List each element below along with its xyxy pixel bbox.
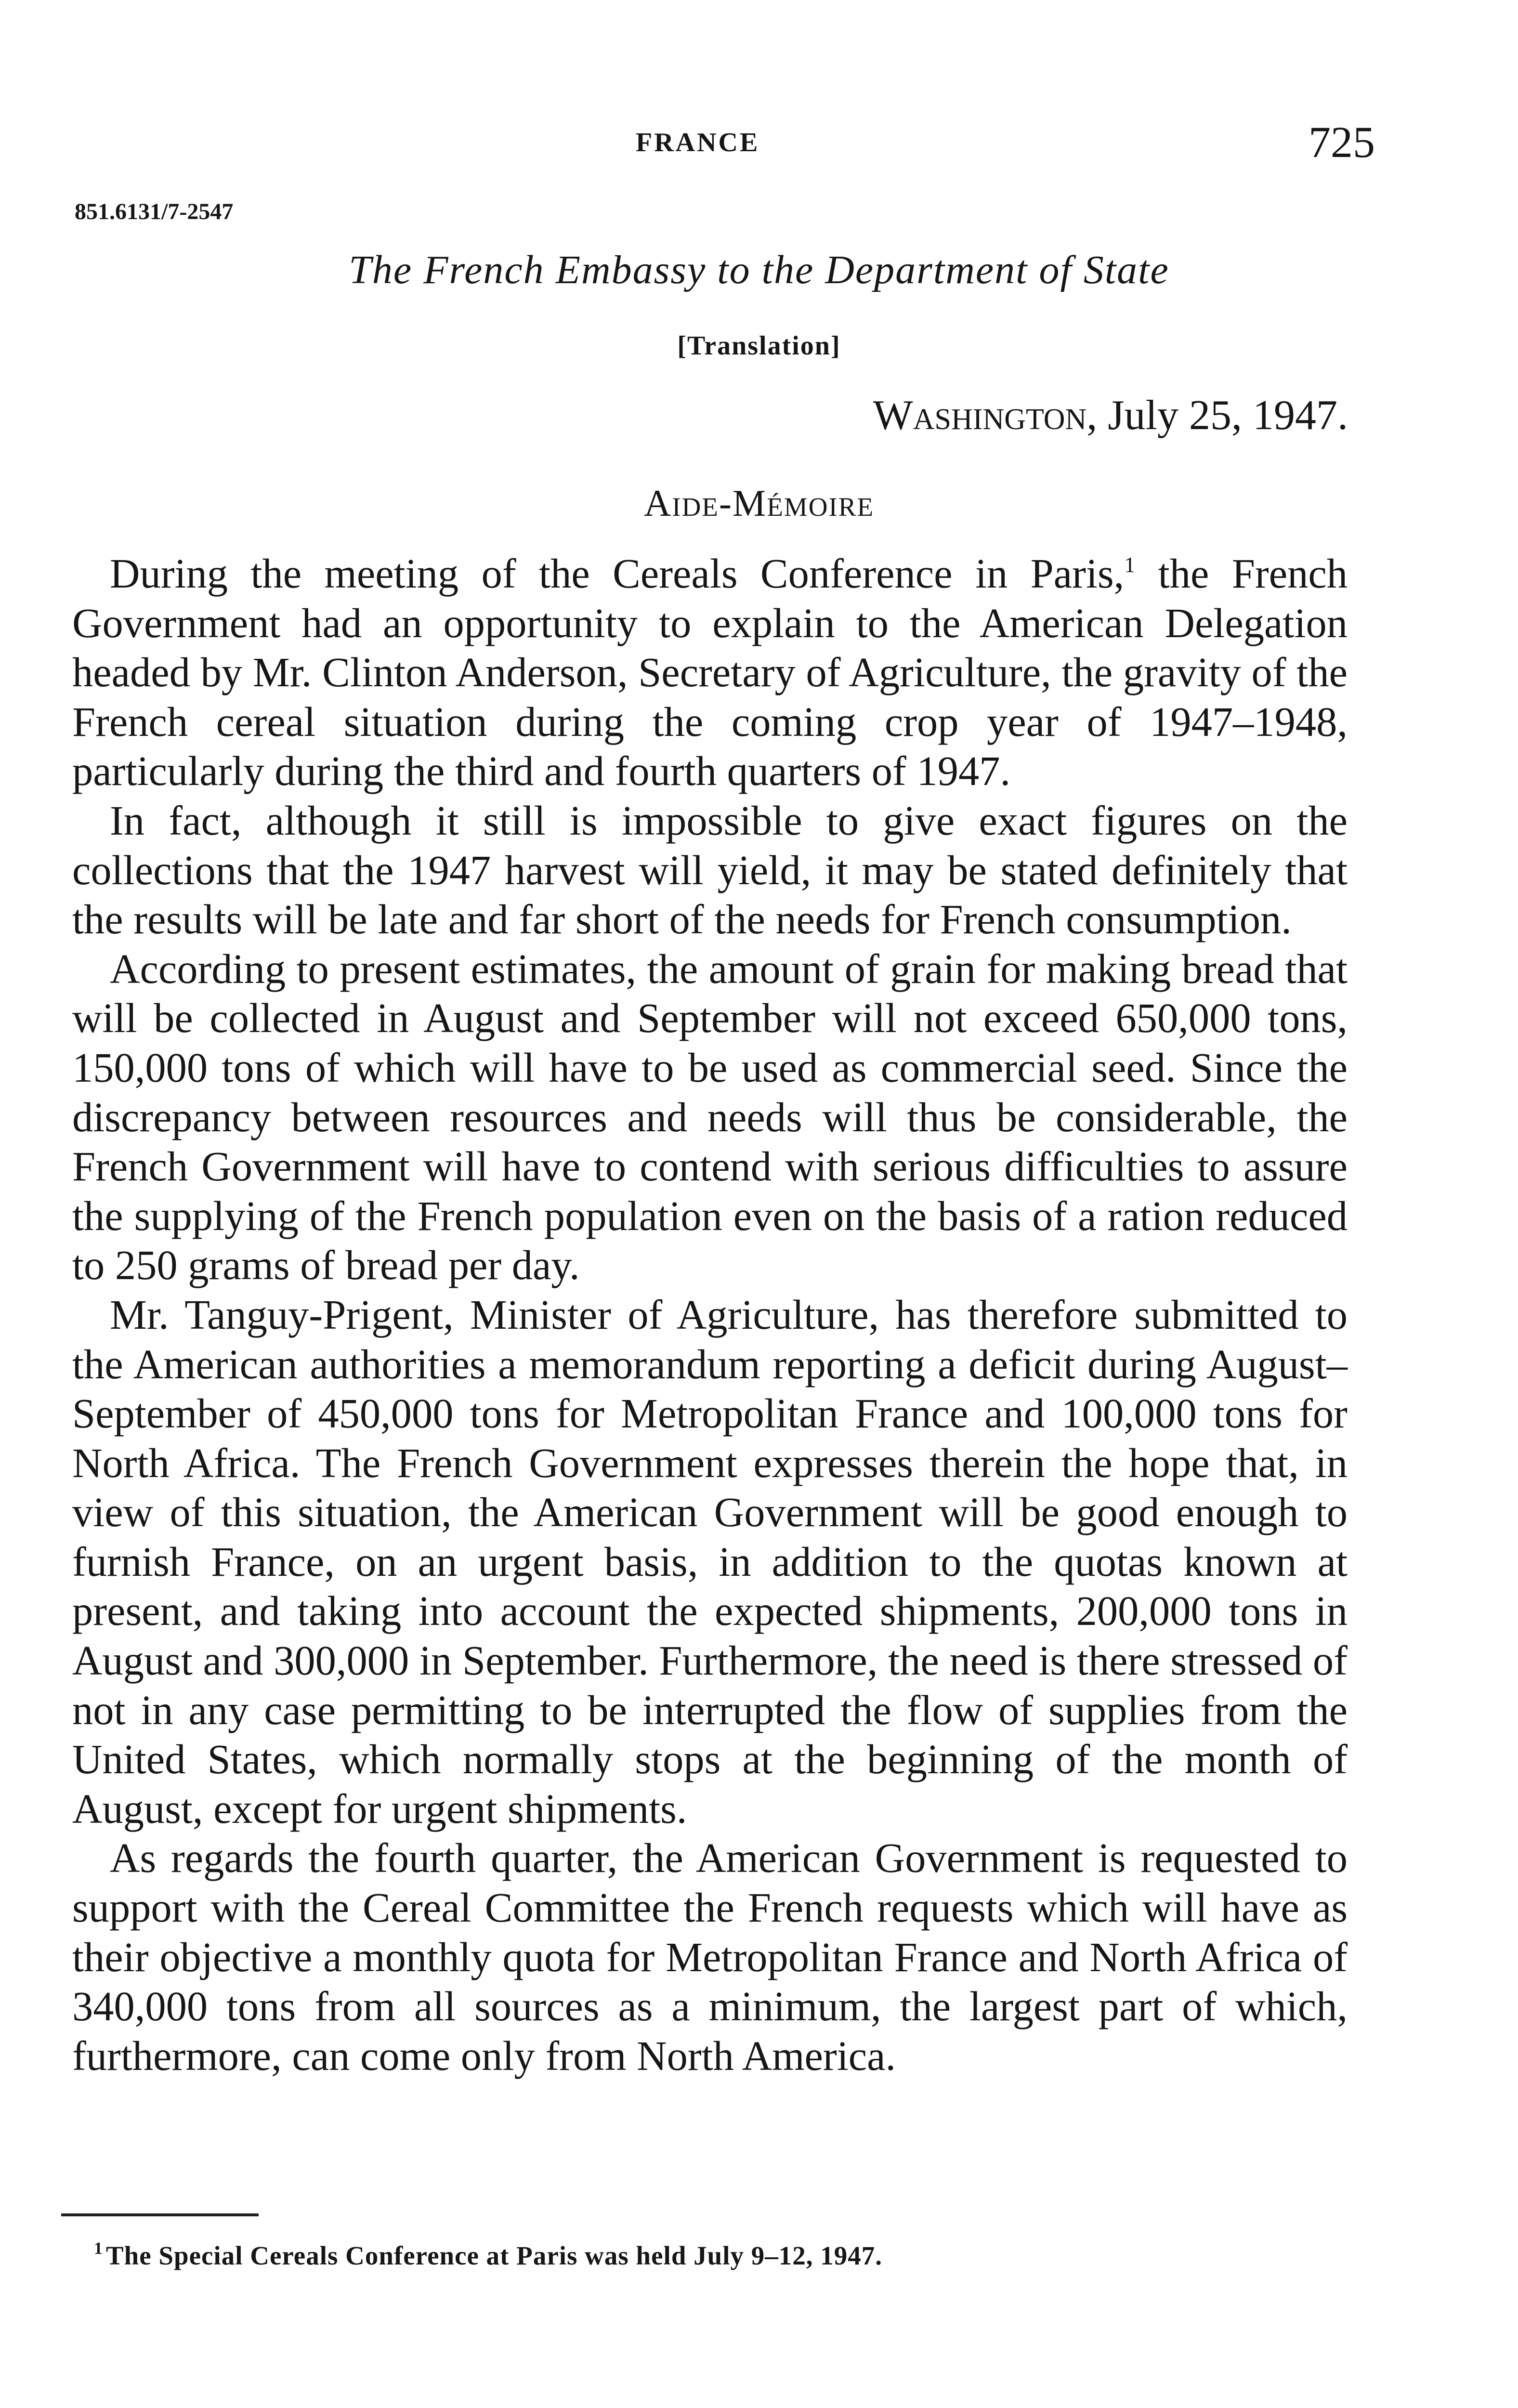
paragraph-4: Mr. Tanguy-Prigent, Minister of Agriculture, has therefore submitted to the American authorities a memorandum reporting a deficit during August–September of 450,000 tons for Metropolitan France and 100,000 tons for North Africa. The French Government expresses therein the hope that, in view of this situation, the American Government will be good enough to furnish France, on an urgent basis, in addition to the quotas known at present, and taking into account the expected shipments, 200,000 tons in August and 300,000 in September. Furthermore, the need is there stressed of not in any case permitting to be interrupted the flow of supplies from the United States, which normally stops at the beginning of the month of August, except for urgent shipments. [72, 1291, 1348, 1832]
document-title: The French Embassy to the Department of State [349, 248, 1169, 292]
footnote-divider [61, 2213, 259, 2216]
dateline [873, 391, 1348, 440]
footnote [94, 2240, 882, 2271]
paragraph-2: In fact, although it still is impossible to give exact figures on the collections that the 1947 harvest will yield, it may be stated definitely that the results will be late and far short of the needs for French consumption. [72, 797, 1348, 943]
footnote-marker: 1 [94, 2238, 103, 2258]
dateline-city: Washington [873, 392, 1087, 439]
footnote-reference: 1 [1124, 552, 1136, 577]
memo-title: Aide-Mémoire [643, 482, 875, 524]
footnote-text: The Special Cereals Conference at Paris was held July 9–12, 1947. [106, 2241, 883, 2270]
paragraph-3: According to present estimates, the amount of grain for making bread that will be collected in August and September will not exceed 650,000 tons, 150,000 tons of which will have to be used as commercial seed. Since the discrepancy between resources and needs will thus be considerable, the French Government will have to contend with serious difficulties to assure the supplying of the French population even on the basis of a ration reduced to 250 grams of bread per day. [72, 945, 1348, 1289]
paragraph-1-lead: During the meeting of the Cereals Conference in Paris, [110, 550, 1125, 597]
file-number: 851.6131/7-2547 [75, 199, 234, 224]
body-text [72, 549, 1348, 2081]
dateline-date: , July 25, 1947. [1086, 392, 1348, 439]
translation-note: [Translation] [677, 331, 841, 361]
running-head [0, 118, 1518, 167]
page-number: 725 [1309, 118, 1375, 167]
running-title: FRANCE [636, 128, 760, 157]
paragraph-5: As regards the fourth quarter, the American Government is requested to support with the Cereal Committee the French requests which will have as their objective a monthly quota for Metropolitan France and North Africa of 340,000 tons from all sources as a minimum, the largest part of which, furthermore, can come only from North America. [72, 1835, 1348, 2079]
paragraph-1 [72, 549, 1348, 796]
paragraph-1-rest: the French Government had an opportunity to explain to the American Delegation headed by Mr. Clinton Anderson, Secretary of Agriculture, the gravity of the French cereal situation during the coming crop year of 1947–1948, particularly during the third and fourth quarters of 1947. [72, 550, 1348, 795]
